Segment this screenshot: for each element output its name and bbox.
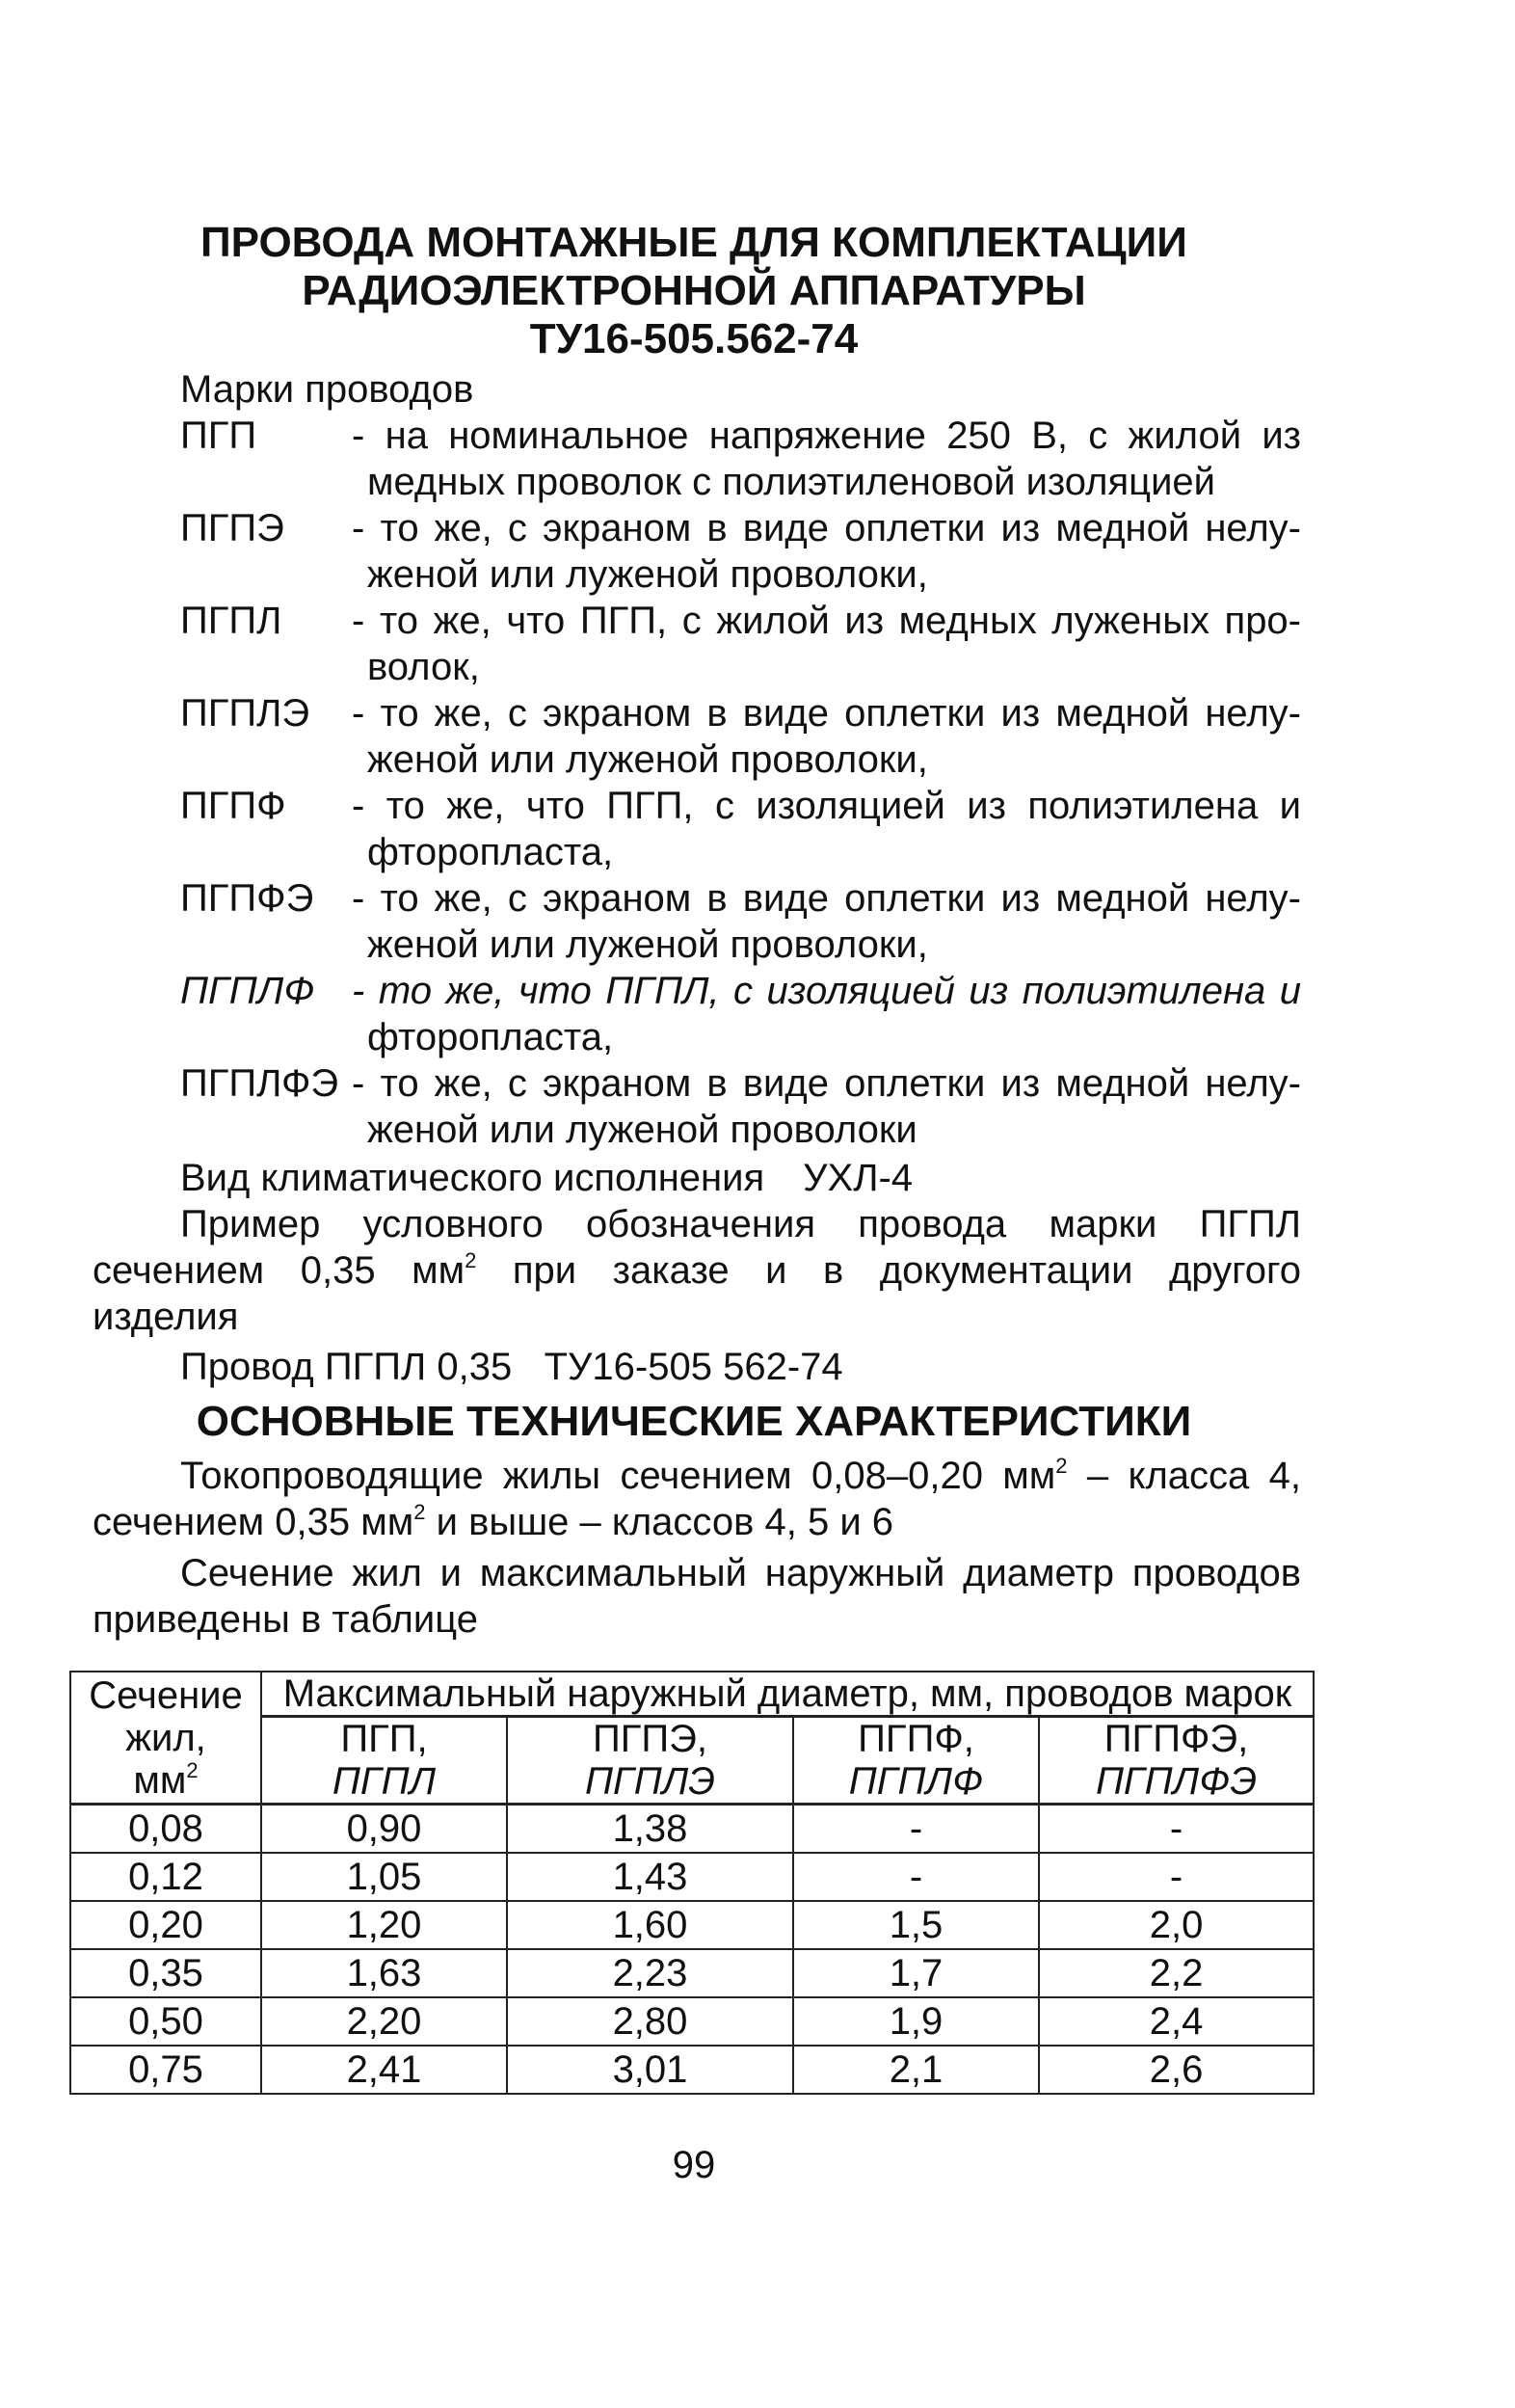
paragraph-2-line-1: Сечение жил и максимальный наружный диаметр проводов (180, 1552, 1301, 1594)
mark-code: ПГПЛФ (180, 970, 315, 1012)
header-text: жил, (125, 1716, 206, 1759)
column-header (507, 1717, 793, 1805)
header-text: ПГПЛФ (848, 1760, 984, 1803)
table-cell: 1,20 (261, 1901, 507, 1949)
mark-desc-line-1: - то же, с экраном в виде оплетки из медной нелу- (352, 1062, 1301, 1105)
paragraph-text: и выше – классов 4, 5 и 6 (425, 1501, 894, 1543)
mark-code: ПГПЛЭ (180, 692, 310, 735)
superscript: 2 (186, 1757, 199, 1782)
mark-description (352, 783, 1301, 875)
mark-desc-line-2: женой или луженой проволоки (367, 1109, 917, 1151)
column-header (261, 1717, 507, 1805)
table-row (70, 1949, 1314, 1997)
example-text: при заказе и в документации другого (476, 1249, 1301, 1292)
mark-code: ПГП (180, 415, 257, 457)
mark-desc-line-2: женой или луженой проволоки, (367, 553, 928, 596)
column-header (793, 1717, 1039, 1805)
designation-example: Провод ПГПЛ 0,35 ТУ16-505 562-74 (180, 1346, 843, 1388)
title-line-1: ПРОВОДА МОНТАЖНЫЕ ДЛЯ КОМПЛЕКТАЦИИ (200, 219, 1187, 266)
paragraph-1-line-1 (180, 1453, 1301, 1499)
example-line-2 (93, 1247, 1301, 1294)
diameter-table (69, 1671, 1315, 2095)
superscript: 2 (1055, 1454, 1068, 1478)
mark-description (352, 505, 1301, 598)
table-cell: 2,2 (1039, 1949, 1314, 1997)
table-cell: 1,43 (507, 1853, 793, 1901)
section-column-header (70, 1672, 261, 1805)
table-row (70, 1805, 1314, 1854)
table-cell: 1,5 (793, 1901, 1039, 1949)
table-row (70, 2046, 1314, 2094)
mark-desc-line-1: - то же, с экраном в виде оплетки из медной нелу- (352, 877, 1301, 920)
table-cell: - (1039, 1853, 1314, 1901)
mark-desc-line-1: - то же, с экраном в виде оплетки из медной нелу- (352, 507, 1301, 549)
table-cell: 2,23 (507, 1949, 793, 1997)
mark-description (352, 413, 1301, 505)
superscript: 2 (413, 1500, 426, 1524)
table-cell: 2,1 (793, 2046, 1039, 2094)
table-cell: 1,9 (793, 1997, 1039, 2046)
paragraph-text: сечением 0,35 мм (93, 1501, 414, 1543)
table-cell: 0,90 (261, 1805, 507, 1854)
table-cell: 0,12 (70, 1853, 261, 1901)
mark-code: ПГПФЭ (180, 877, 314, 920)
mark-description (352, 690, 1301, 783)
header-text: мм (133, 1758, 187, 1802)
table-row (70, 1997, 1314, 2046)
mark-code: ПГПЭ (180, 507, 284, 549)
table-cell: 0,50 (70, 1997, 261, 2046)
mark-description (352, 875, 1301, 968)
table-cell: 3,01 (507, 2046, 793, 2094)
table-cell: 1,7 (793, 1949, 1039, 1997)
header-text: ПГПЭ, (592, 1718, 708, 1760)
table-row (70, 1901, 1314, 1949)
mark-desc-line-2: медных проволок с полиэтиленовой изоляцией (367, 461, 1216, 503)
header-text: Сечение (89, 1673, 243, 1717)
table-cell: 2,4 (1039, 1997, 1314, 2046)
table-cell: 0,35 (70, 1949, 261, 1997)
mark-desc-line-2: женой или луженой проволоки, (367, 923, 928, 966)
mark-description (352, 968, 1301, 1060)
table-cell: 2,80 (507, 1997, 793, 2046)
table-cell: 2,20 (261, 1997, 507, 2046)
table-row (70, 1853, 1314, 1901)
table-cell: - (793, 1853, 1039, 1901)
superscript: 2 (465, 1248, 477, 1272)
header-text: ПГП, (340, 1718, 428, 1760)
table-cell: 2,6 (1039, 2046, 1314, 2094)
table-cell: - (1039, 1805, 1314, 1854)
mark-desc-line-1: - то же, что ПГП, с жилой из медных луженых про- (352, 600, 1301, 642)
header-text: ПГПЛЭ (585, 1760, 715, 1803)
climate-value: УХЛ-4 (803, 1157, 914, 1199)
table-cell: 0,20 (70, 1901, 261, 1949)
header-text: ПГПФ, (858, 1718, 974, 1760)
mark-desc-line-2: женой или луженой проволоки, (367, 738, 928, 781)
table-cell: 0,08 (70, 1805, 261, 1854)
paragraph-2-line-2: приведены в таблице (93, 1598, 478, 1641)
section-heading: ОСНОВНЫЕ ТЕХНИЧЕСКИЕ ХАРАКТЕРИСТИКИ (196, 1398, 1192, 1445)
title-line-2: РАДИОЭЛЕКТРОННОЙ АППАРАТУРЫ (302, 267, 1086, 314)
mark-desc-line-2: фторопласта, (367, 1016, 614, 1058)
header-text: ПГПФЭ, (1103, 1718, 1249, 1760)
mark-desc-line-1: - на номинальное напряжение 250 В, с жилой из (352, 415, 1301, 457)
mark-desc-line-1: - то же, с экраном в виде оплетки из медной нелу- (352, 692, 1301, 735)
mark-description (352, 598, 1301, 690)
table-cell: - (793, 1805, 1039, 1854)
table-cell: 1,60 (507, 1901, 793, 1949)
mark-desc-line-1: - то же, что ПГПЛ, с изоляцией из полиэтилена и (352, 970, 1301, 1012)
table-cell: 1,05 (261, 1853, 507, 1901)
example-line-3: изделия (93, 1296, 239, 1338)
marks-heading: Марки проводов (180, 368, 474, 411)
table-cell: 1,63 (261, 1949, 507, 1997)
group-header: Максимальный наружный диаметр, мм, проводов марок (261, 1672, 1314, 1717)
example-line-1: Пример условного обозначения провода марки ПГПЛ (180, 1203, 1301, 1245)
example-text: сечением 0,35 мм (93, 1249, 465, 1292)
table-cell: 0,75 (70, 2046, 261, 2094)
spec-code: ТУ16-505.562-74 (529, 315, 859, 362)
paragraph-text: – класса 4, (1067, 1455, 1301, 1497)
paragraph-1-line-2 (93, 1499, 893, 1545)
table-cell: 2,41 (261, 2046, 507, 2094)
mark-code: ПГПЛФЭ (180, 1062, 339, 1105)
table-cell: 1,38 (507, 1805, 793, 1854)
mark-desc-line-2: волок, (367, 646, 480, 688)
table-cell: 2,0 (1039, 1901, 1314, 1949)
mark-desc-line-1: - то же, что ПГП, с изоляцией из полиэтилена и (352, 785, 1301, 827)
page-number: 99 (672, 2144, 716, 2186)
header-text: ПГПЛФЭ (1095, 1760, 1258, 1803)
paragraph-text: Токопроводящие жилы сечением 0,08–0,20 мм (180, 1455, 1056, 1497)
mark-desc-line-2: фторопласта, (367, 831, 614, 873)
column-header (1039, 1717, 1314, 1805)
mark-code: ПГПФ (180, 785, 286, 827)
header-text: ПГПЛ (332, 1760, 437, 1803)
mark-code: ПГПЛ (180, 600, 282, 642)
mark-description (352, 1060, 1301, 1153)
climate-line (180, 1155, 913, 1201)
climate-label: Вид климатического исполнения (180, 1157, 765, 1199)
